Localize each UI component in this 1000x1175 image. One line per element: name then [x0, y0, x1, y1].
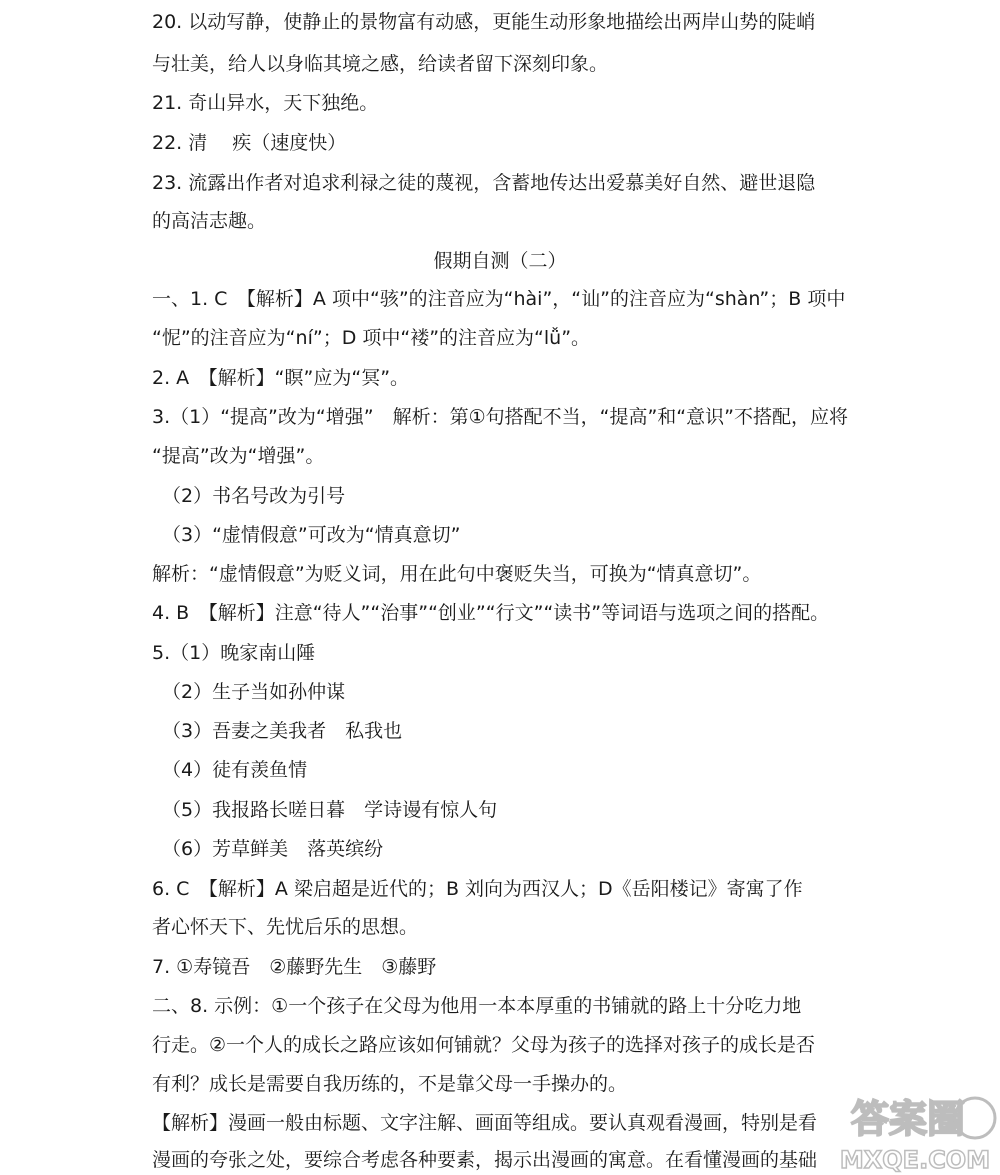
answer-line: 23. 流露出作者对追求利禄之徒的蔑视，含蓄地传达出爱慕美好自然、避世退隐: [152, 172, 816, 194]
answer-line: 2. A 【解析】“瞑”应为“冥”。: [152, 367, 410, 389]
answer-line: 的高洁志趣。: [152, 210, 267, 232]
section-heading: 假期自测（二）: [433, 250, 567, 272]
answer-line: 22. 清 疾（速度快）: [152, 132, 347, 154]
watermark-logo: [815, 1080, 1000, 1175]
answer-line: 一、1. C 【解析】A 项中“骇”的注音应为“hài”，“讪”的注音应为“shàn”；B 项中: [152, 288, 846, 310]
answer-line: 6. C 【解析】A 梁启超是近代的；B 刘向为西汉人；D《岳阳楼记》寄寓了作: [152, 878, 803, 900]
answer-line: 漫画的夸张之处，要综合考虑各种要素，揭示出漫画的寓意。在看懂漫画的基础: [152, 1149, 818, 1171]
answer-line: （3）吾妻之美我者 私我也: [162, 720, 403, 742]
answer-line: 20. 以动写静，使静止的景物富有动感，更能生动形象地描绘出两岸山势的陡峭: [152, 11, 816, 33]
answer-line: 行走。②一个人的成长之路应该如何铺就？父母为孩子的选择对孩子的成长是否: [152, 1034, 816, 1056]
answer-line: （6）芳草鲜美 落英缤纷: [162, 838, 384, 860]
answer-line: （2）生子当如孙仲谋: [162, 681, 346, 703]
answer-line: （4）徒有羡鱼情: [162, 759, 308, 781]
watermark-url: MXQE.COM: [839, 1146, 991, 1174]
answer-line: 3.（1）“提高”改为“增强” 解析：第①句搭配不当，“提高”和“意识”不搭配，应将: [152, 406, 848, 428]
answer-line: （2）书名号改为引号: [162, 485, 346, 507]
answer-line: 有利？成长是需要自我历练的，不是靠父母一手操办的。: [152, 1073, 628, 1095]
answer-line: 【解析】漫画一般由标题、文字注解、画面等组成。要认真观看漫画，特别是看: [152, 1112, 818, 1134]
answer-line: 4. B 【解析】注意“待人”“治事”“创业”“行文”“读书”等词语与选项之间的搭配。: [152, 602, 830, 624]
answer-line: “提高”改为“增强”。: [152, 445, 325, 467]
answer-line: （5）我报路长嗟日暮 学诗谩有惊人句: [162, 799, 498, 821]
answer-line: “怩”的注音应为“ní”；D 项中“褛”的注音应为“lǚ”。: [152, 327, 591, 349]
answer-line: 21. 奇山异水，天下独绝。: [152, 92, 379, 114]
watermark-text: 答案圈: [850, 1097, 965, 1141]
answer-line: 二、8. 示例：①一个孩子在父母为他用一本本厚重的书铺就的路上十分吃力地: [152, 995, 802, 1017]
answer-line: 7. ①寿镜吾 ②藤野先生 ③藤野: [152, 956, 437, 978]
answer-line: 者心怀天下、先忧后乐的思想。: [152, 916, 419, 938]
answer-line: 与壮美，给人以身临其境之感，给读者留下深刻印象。: [152, 53, 609, 75]
answer-line: （3）“虚情假意”可改为“情真意切”: [162, 524, 461, 546]
answer-line: 解析：“虚情假意”为贬义词，用在此句中褒贬失当，可换为“情真意切”。: [152, 563, 762, 585]
answer-line: 5.（1）晚家南山陲: [152, 642, 316, 664]
